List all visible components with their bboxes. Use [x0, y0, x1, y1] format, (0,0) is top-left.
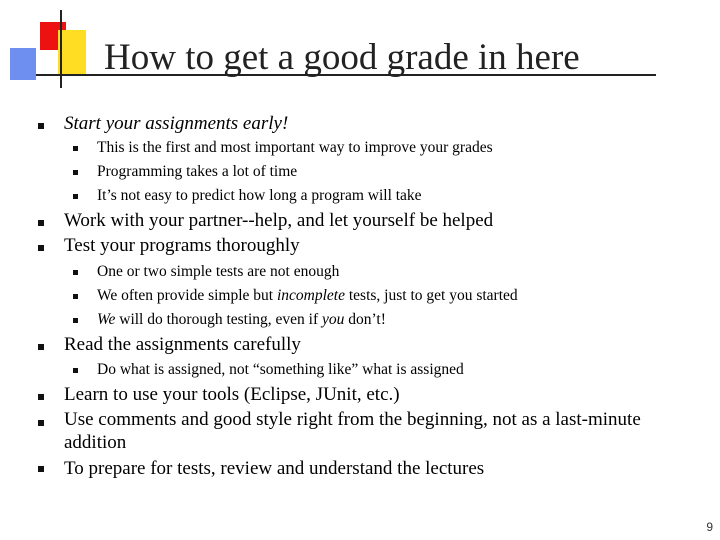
- bullet-marker: [38, 245, 44, 251]
- bullet-item: Work with your partner--help, and let yourself be helped: [64, 210, 494, 231]
- text-part: don’t!: [344, 311, 386, 328]
- sub-bullet-item: This is the first and most important way to improve your grades: [97, 139, 493, 156]
- sub-bullet-marker: [73, 170, 78, 175]
- bullet-marker: [38, 394, 44, 400]
- text-emphasis: We: [97, 311, 116, 328]
- text-part: will do thorough testing, even if: [115, 311, 323, 328]
- text-emphasis: you: [322, 311, 345, 328]
- bullet-item: To prepare for tests, review and understand the lectures: [64, 458, 485, 479]
- sub-bullet-marker: [73, 318, 78, 323]
- bullet-item: Read the assignments carefully: [64, 334, 301, 355]
- bullet-item: Start your assignments early!: [64, 113, 289, 134]
- sub-bullet-marker: [73, 146, 78, 151]
- page-number: 9: [706, 520, 713, 534]
- sub-bullet-marker: [73, 368, 78, 373]
- bullet-marker: [38, 420, 44, 426]
- bullet-marker: [38, 466, 44, 472]
- slide-title: How to get a good grade in here: [104, 37, 580, 78]
- sub-bullet-item: Programming takes a lot of time: [97, 163, 298, 180]
- text-part: tests, just to get you started: [345, 287, 518, 304]
- sub-bullet-item: [97, 286, 518, 306]
- text-emphasis: incomplete: [276, 287, 345, 304]
- sub-bullet-item: One or two simple tests are not enough: [97, 263, 340, 280]
- bullet-item: Test your programs thoroughly: [64, 235, 300, 256]
- sub-bullet-item: [97, 310, 386, 330]
- bullet-marker: [38, 123, 44, 129]
- sub-bullet-item: It’s not easy to predict how long a program will take: [97, 187, 422, 204]
- sub-bullet-marker: [73, 294, 78, 299]
- bullet-marker: [38, 344, 44, 350]
- text-part: We often provide simple but: [97, 287, 277, 304]
- bullet-item: Learn to use your tools (Eclipse, JUnit, etc.): [64, 384, 400, 405]
- sub-bullet-marker: [73, 194, 78, 199]
- sub-bullet-marker: [73, 270, 78, 275]
- sub-bullet-item: Do what is assigned, not “something like” what is assigned: [97, 361, 464, 378]
- bullet-item: Use comments and good style right from the beginning, not as a last-minute: [64, 409, 641, 430]
- bullet-item-continuation: addition: [64, 432, 127, 453]
- bullet-marker: [38, 220, 44, 226]
